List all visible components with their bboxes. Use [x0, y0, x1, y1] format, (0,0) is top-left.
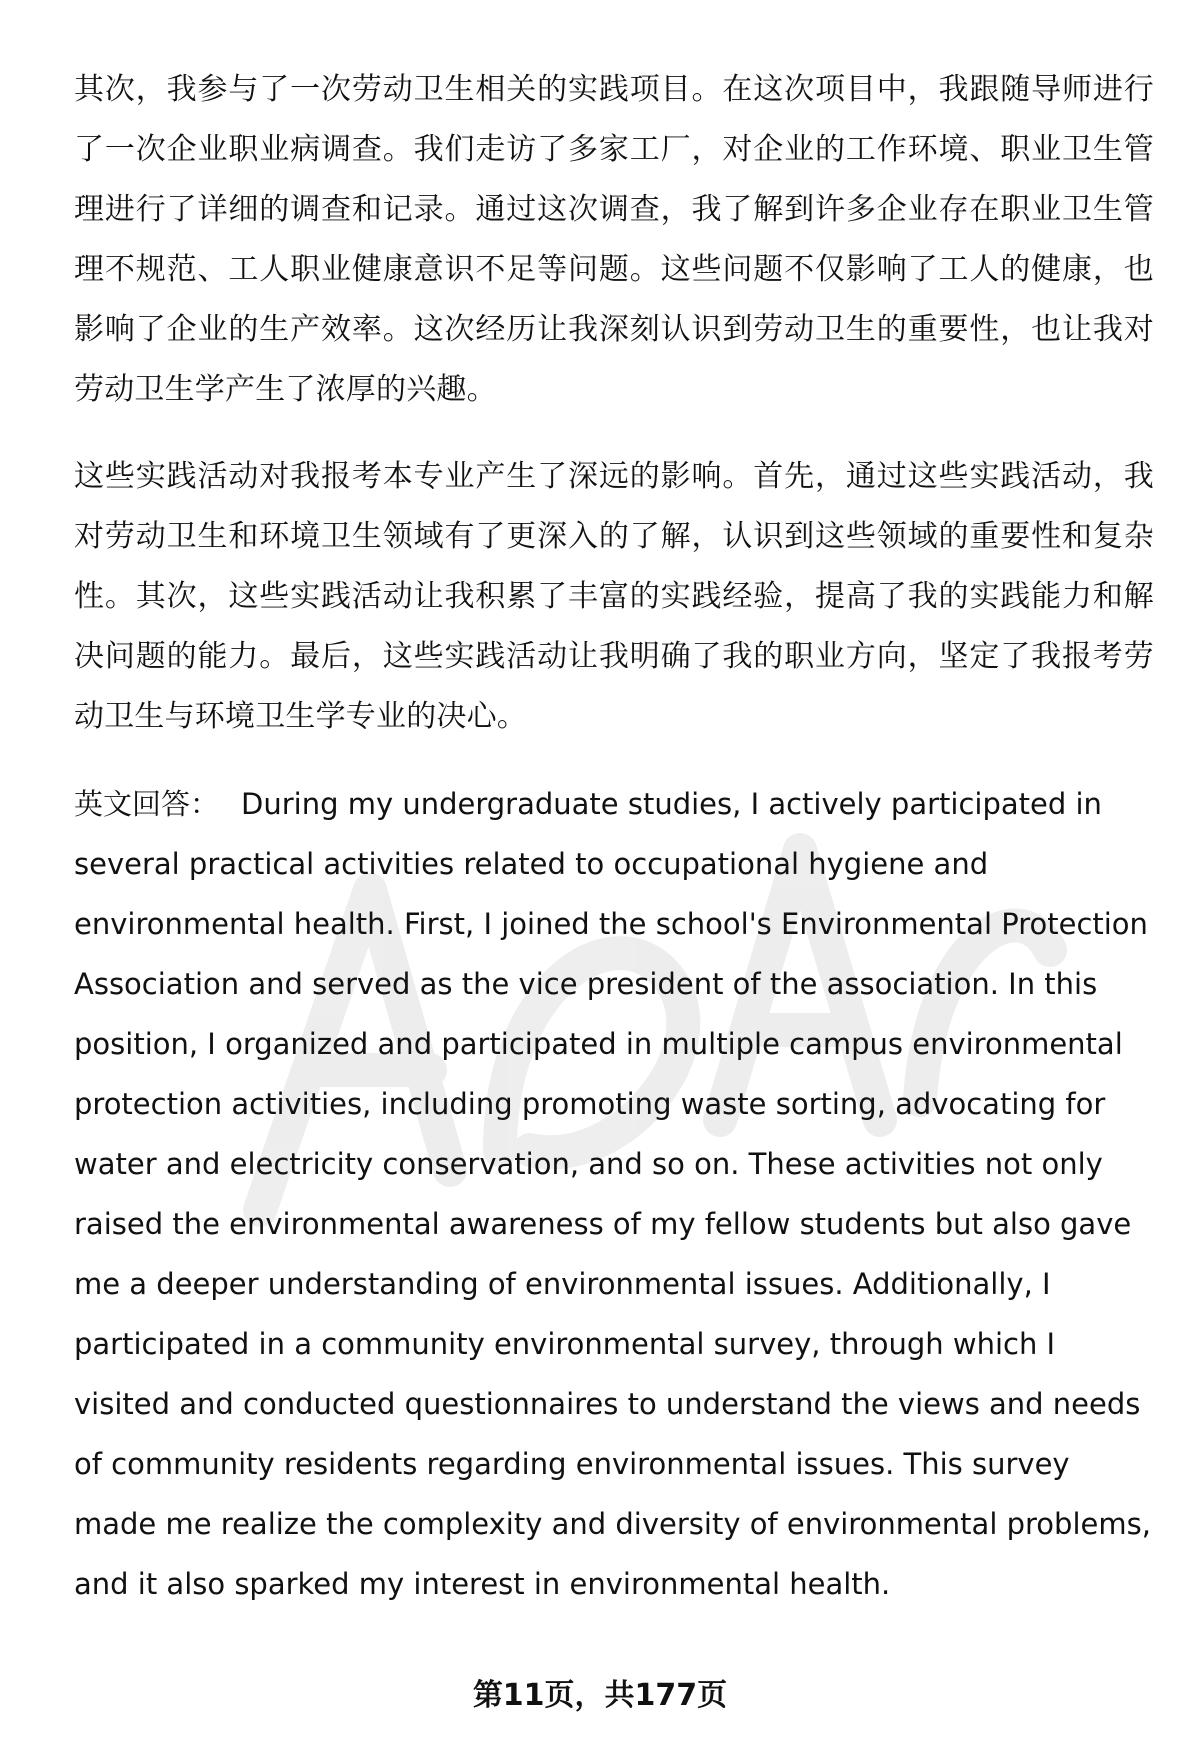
document-body: [74, 60, 1154, 1641]
paragraph-influence: 这些实践活动对我报考本专业产生了深远的影响。首先，通过这些实践活动，我对劳动卫生和环境卫生领域有了更深入的了解，认识到这些领域的重要性和复杂性。其次，这些实践活动让我积累了丰富的实践经验，提高了我的实践能力和解决问题的能力。最后，这些实践活动让我明确了我的职业方向，坚定了我报考劳动卫生与环境卫生学专业的决心。: [74, 459, 1154, 734]
paragraph-english-answer: [74, 774, 1154, 1614]
english-answer-label: 英文回答：: [74, 787, 220, 821]
paragraph-practice-project: 其次，我参与了一次劳动卫生相关的实践项目。在这次项目中，我跟随导师进行了一次企业职业病调查。我们走访了多家工厂，对企业的工作环境、职业卫生管理进行了详细的调查和记录。通过这次调查，我了解到许多企业存在职业卫生管理不规范、工人职业健康意识不足等问题。这些问题不仅影响了工人的健康，也影响了企业的生产效率。这次经历让我深刻认识到劳动卫生的重要性，也让我对劳动卫生学产生了浓厚的兴趣。: [74, 72, 1154, 407]
page-number-footer: 第11页，共177页: [472, 1678, 728, 1713]
english-answer-text: During my undergraduate studies, I actively participated in several practical activities related to occupational hygiene and environmental health. First, I joined the school's Environmental Protection Association and served as the vice president of the association. In this position, I organized and participated in multiple campus environmental protection activities, including promoting waste sorting, advocating for water and electricity conservation, and so on. These activities not only raised the environmental awareness of my fellow students but also gave me a deeper understanding of environmental issues. Additionally, I participated in a community environmental survey, through which I visited and conducted questionnaires to understand the views and needs of community residents regarding environmental issues. This survey made me realize the complexity and diversity of environmental problems, and it also sparked my interest in environmental health.: [74, 787, 1151, 1601]
